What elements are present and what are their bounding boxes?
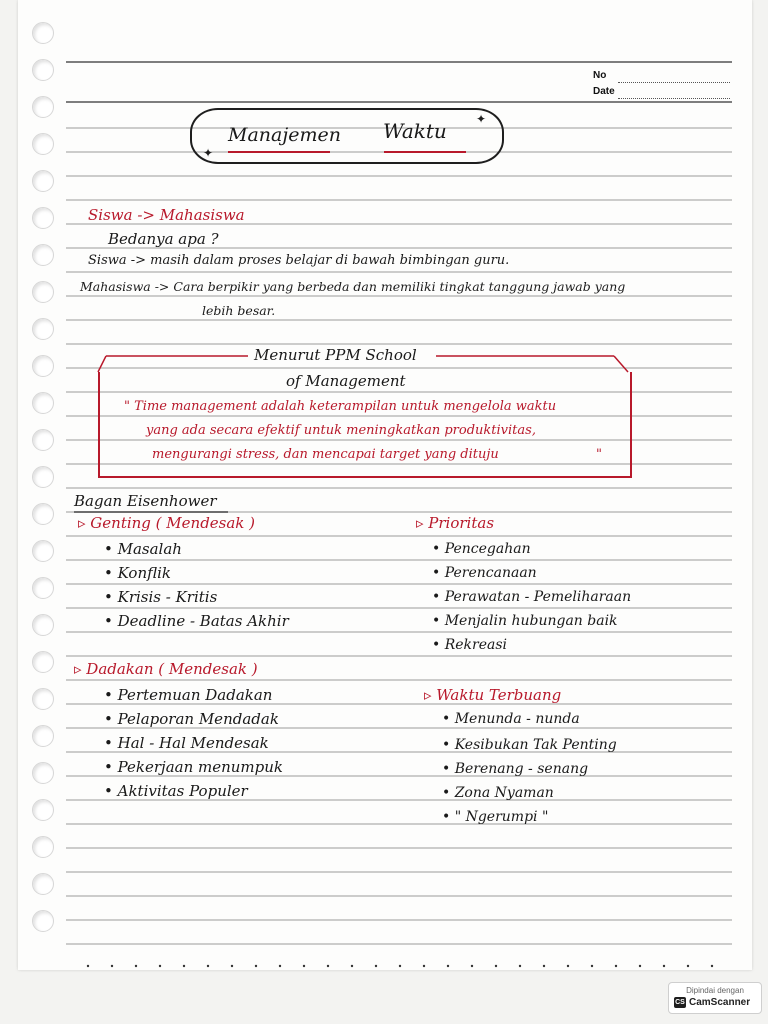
waktu-terbuang-heading: ▹ Waktu Terbuang — [424, 686, 562, 704]
page-title-word2: Waktu — [383, 119, 447, 143]
footer-dot — [111, 965, 113, 967]
footer-dot — [447, 965, 449, 967]
genting-heading: ▹ Genting ( Mendesak ) — [78, 514, 256, 532]
notebook-page — [18, 0, 752, 970]
scanner-watermark — [668, 982, 762, 1014]
date-label: Date — [593, 86, 615, 97]
footer-dot — [279, 965, 281, 967]
binder-hole — [32, 725, 54, 747]
footer-dot — [591, 965, 593, 967]
prioritas-item: • Menjalin hubungan baik — [432, 613, 618, 629]
binder-hole — [32, 133, 54, 155]
page-title-word1: Manajemen — [228, 124, 341, 146]
footer-dot — [543, 965, 545, 967]
footer-dot — [567, 965, 569, 967]
waktu-terbuang-item: • Zona Nyaman — [442, 785, 554, 801]
genting-item: • Masalah — [104, 540, 182, 558]
footer-dot — [159, 965, 161, 967]
no-field — [618, 82, 730, 83]
footer-dot — [471, 965, 473, 967]
waktu-terbuang-item: • Kesibukan Tak Penting — [442, 737, 617, 753]
binder-hole — [32, 96, 54, 118]
binder-hole — [32, 651, 54, 673]
binder-hole — [32, 170, 54, 192]
no-label: No — [593, 70, 607, 81]
quote-text-line2: yang ada secara efektif untuk meningkatkan produktivitas, — [146, 423, 536, 438]
date-field — [618, 98, 730, 99]
quote-text-line1: " Time management adalah keterampilan untuk mengelola waktu — [124, 399, 557, 414]
binder-hole — [32, 207, 54, 229]
dadakan-item: • Hal - Hal Mendesak — [104, 734, 269, 752]
binder-hole — [32, 577, 54, 599]
definition-question: Bedanya apa ? — [108, 230, 219, 248]
footer-dot — [231, 965, 233, 967]
footer-dot — [711, 965, 713, 967]
binder-hole — [32, 799, 54, 821]
camscanner-logo-icon: CS — [675, 999, 685, 1006]
binder-hole — [32, 22, 54, 44]
footer-dot — [183, 965, 185, 967]
prioritas-item: • Perawatan - Pemeliharaan — [432, 589, 632, 605]
binder-hole — [32, 873, 54, 895]
footer-dot — [255, 965, 257, 967]
eisenhower-title: Bagan Eisenhower — [74, 492, 217, 510]
sparkle-icon: ✦ — [203, 146, 214, 160]
binder-hole — [32, 836, 54, 858]
binder-hole — [32, 281, 54, 303]
prioritas-item: • Pencegahan — [432, 541, 531, 557]
binder-hole — [32, 540, 54, 562]
footer-dot — [687, 965, 689, 967]
quote-close-mark: " — [596, 447, 602, 462]
footer-dot — [351, 965, 353, 967]
dadakan-heading: ▹ Dadakan ( Mendesak ) — [74, 660, 258, 678]
binder-hole — [32, 466, 54, 488]
waktu-terbuang-item: • " Ngerumpi " — [442, 809, 549, 825]
footer-dot — [399, 965, 401, 967]
binder-hole — [32, 355, 54, 377]
footer-dot — [207, 965, 209, 967]
genting-item: • Konflik — [104, 564, 172, 582]
binder-hole — [32, 59, 54, 81]
binder-hole — [32, 503, 54, 525]
binder-hole — [32, 910, 54, 932]
footer-dot — [375, 965, 377, 967]
footer-dot — [423, 965, 425, 967]
scanner-caption: Dipindai dengan — [686, 986, 744, 995]
genting-item: • Krisis - Kritis — [104, 588, 218, 606]
footer-dot — [495, 965, 497, 967]
footer-dot — [663, 965, 665, 967]
dadakan-item: • Aktivitas Populer — [104, 782, 248, 800]
sparkle-icon: ✦ — [476, 112, 487, 126]
prioritas-heading: ▹ Prioritas — [416, 514, 495, 532]
binder-hole — [32, 614, 54, 636]
scanner-brand: CamScanner — [689, 997, 751, 1008]
footer-dot — [519, 965, 521, 967]
binder-hole — [32, 244, 54, 266]
siswa-definition: Siswa -> masih dalam proses belajar di bawah bimbingan guru. — [88, 253, 510, 268]
binder-hole — [32, 318, 54, 340]
quote-text-line3: mengurangi stress, dan mencapai target yang dituju — [152, 447, 499, 462]
binder-hole — [32, 762, 54, 784]
genting-item: • Deadline - Batas Akhir — [104, 612, 289, 630]
mahasiswa-definition: Mahasiswa -> Cara berpikir yang berbeda dan memiliki tingkat tanggung jawab yang — [80, 279, 626, 294]
prioritas-item: • Perencanaan — [432, 565, 537, 581]
quote-source-line2: of Management — [286, 372, 406, 390]
dadakan-item: • Pekerjaan menumpuk — [104, 758, 284, 776]
footer-dot — [615, 965, 617, 967]
quote-source-line1: Menurut PPM School — [254, 346, 417, 364]
footer-dot — [639, 965, 641, 967]
mahasiswa-definition-cont: lebih besar. — [202, 303, 276, 318]
title-underline — [226, 150, 486, 156]
definition-heading: Siswa -> Mahasiswa — [88, 206, 245, 224]
dadakan-item: • Pertemuan Dadakan — [104, 686, 273, 704]
footer-dot — [327, 965, 329, 967]
dadakan-item: • Pelaporan Mendadak — [104, 710, 279, 728]
footer-dot — [135, 965, 137, 967]
binder-hole — [32, 429, 54, 451]
footer-dot — [303, 965, 305, 967]
footer-dot — [87, 965, 89, 967]
waktu-terbuang-item: • Berenang - senang — [442, 761, 589, 777]
binder-hole — [32, 688, 54, 710]
prioritas-item: • Rekreasi — [432, 637, 508, 653]
waktu-terbuang-item: • Menunda - nunda — [442, 711, 580, 727]
binder-hole — [32, 392, 54, 414]
